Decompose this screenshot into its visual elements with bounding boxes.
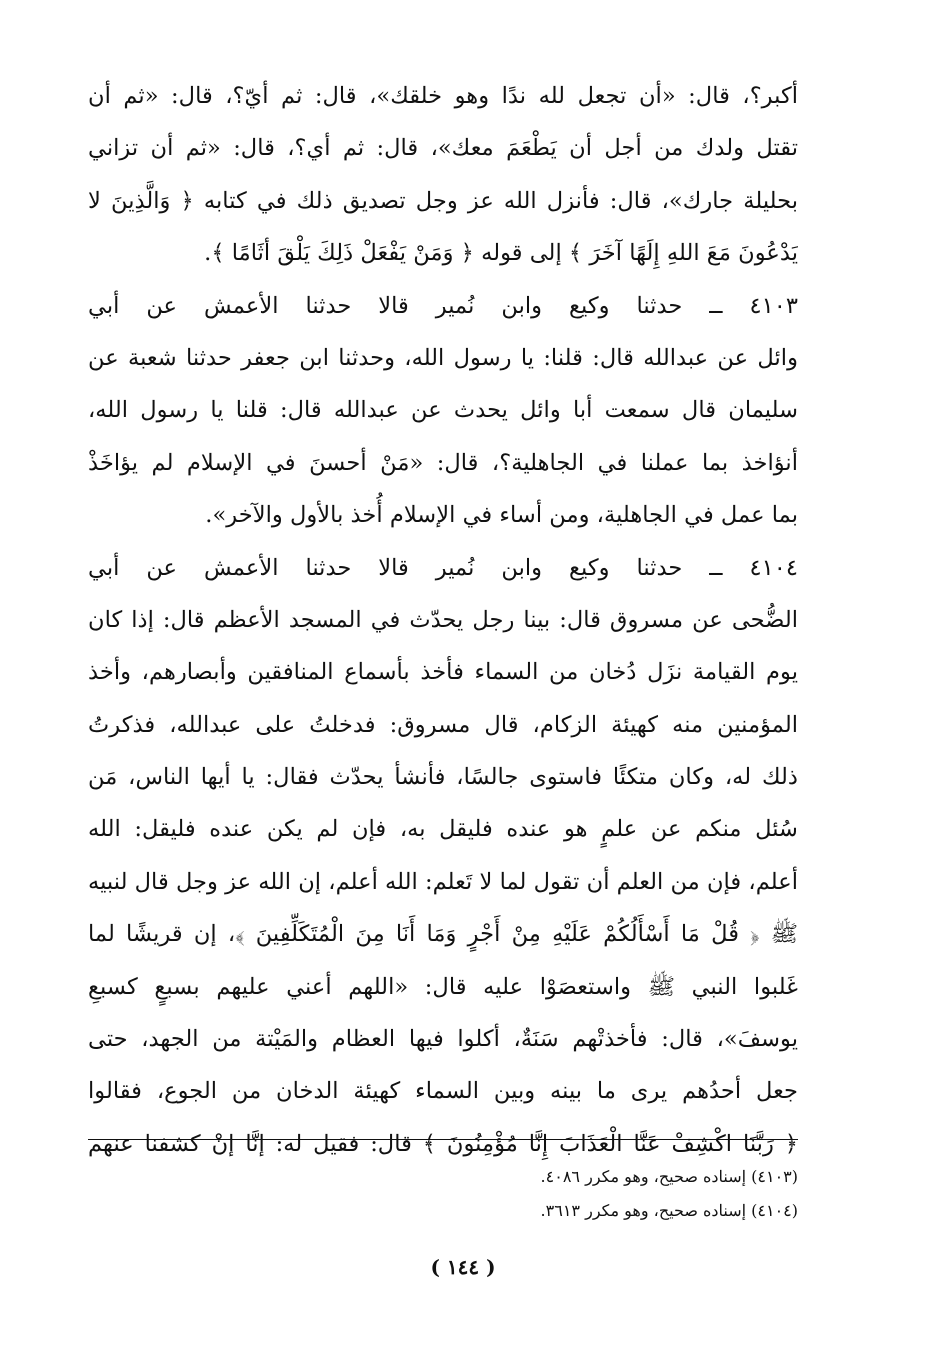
text-line: بما عمل في الجاهلية، ومن أساء في الإسلام أُخذ بالأول والآخر». bbox=[205, 502, 798, 529]
page-number: ( ١٤٤ ) bbox=[430, 1255, 496, 1279]
text-line: ﴿ رَبَّنَا اكْشِفْ عَنَّا الْعَذَابَ إِنَّا مُؤْمِنُونَ ﴾ قال: فقيل له: إنَّا إنْ كشفنا عنهم bbox=[88, 1130, 798, 1157]
text-line: غَلبوا النبي ﷺ واستعصَوْا عليه قال: «اللهم أعني عليهم بسبعٍ كسبعِ bbox=[88, 973, 798, 1000]
text-line: الضُّحى عن مسروق قال: بينا رجل يحدّث في المسجد الأعظم قال: إذا كان bbox=[88, 606, 798, 633]
text-line: وائل عن عبدالله قال: قلنا: يا رسول الله، وحدثنا ابن جعفر حدثنا شعبة عن bbox=[88, 344, 798, 371]
text-line: أكبر؟، قال: «أن تجعل لله ندًا وهو خلقك»، قال: ثم أيّ؟، قال: «ثم أن bbox=[88, 83, 798, 109]
footnote-divider bbox=[88, 1139, 798, 1140]
hadith-4104-line: ٤١٠٤ ــ حدثنا وكيع وابن نُمير قالا حدثنا الأعمش عن أبي bbox=[88, 554, 798, 581]
text-line: تقتل ولدك من أجل أن يَطْعَمَ معك»، قال: ثم أي؟، قال: «ثم أن تزاني bbox=[88, 135, 798, 162]
text-line: جعل أحدُهم يرى ما بينه وبين السماء كهيئة الدخان من الجوع، فقالوا bbox=[88, 1078, 798, 1105]
footnotes bbox=[88, 1160, 798, 1228]
text-line: المؤمنين منه كهيئة الزكام، قال مسروق: فدخلتُ على عبدالله، فذكرتُ bbox=[88, 711, 798, 738]
text-line: يوسفَ»، قال: فأخذتْهم سَنَةٌ، أكلوا فيها العظام والمَيْتة من الجهد، حتى bbox=[88, 1026, 798, 1053]
hadith-4103-line: ٤١٠٣ ــ حدثنا وكيع وابن نُمير قالا حدثنا الأعمش عن أبي bbox=[88, 292, 798, 319]
text-line: ذلك له، وكان متكئًا فاستوى جالسًا، فأنشأ يحدّث فقال: يا أيها الناس، مَن bbox=[88, 764, 798, 791]
text-line: أنؤاخذ بما عملنا في الجاهلية؟، قال: «مَنْ أحسنَ في الإسلام لم يؤاخَذْ bbox=[88, 449, 798, 476]
text-line: أعلم، فإن من العلم أن تقول لما لا تَعلم: الله أعلم، إن الله عز وجل قال لنبيه bbox=[88, 868, 798, 895]
text-line: يَدْعُونَ مَعَ اللهِ إِلَهًا آخَرَ ﴾ إلى قوله ﴿ وَمَنْ يَفْعَلْ ذَلِكَ يَلْقَ أثَامًا ﴾. bbox=[204, 240, 798, 267]
text-line: يوم القيامة نزَل دُخان من السماء فأخذ بأسماع المنافقين وأبصارهم، وأخذ bbox=[88, 659, 798, 686]
footnote-4103: (٤١٠٣) إسناده صحيح، وهو مكرر ٤٠٨٦. bbox=[540, 1167, 798, 1186]
body-text bbox=[88, 70, 798, 1170]
text-line: بحليلة جارك»، قال: فأنزل الله عز وجل تصديق ذلك في كتابه ﴿ وَالَّذِينَ لا bbox=[88, 187, 798, 214]
text-line: سُئل منكم عن علمٍ هو عنده فليقل به، فإن لم يكن عنده فليقل: الله bbox=[88, 816, 798, 843]
text-line: سليمان قال سمعت أبا وائل يحدث عن عبدالله قال: قلنا يا رسول الله، bbox=[88, 397, 798, 424]
footnote-4104: (٤١٠٤) إسناده صحيح، وهو مكرر ٣٦١٣. bbox=[540, 1201, 798, 1220]
text-line: ﷺ ﴿ قُلْ مَا أَسْأَلُكُمْ عَلَيْهِ مِنْ أَجْرٍ وَمَا أَنَا مِنَ الْمُتَكَلِّفِينَ ﴾، إن قريشًا لما bbox=[88, 921, 798, 948]
